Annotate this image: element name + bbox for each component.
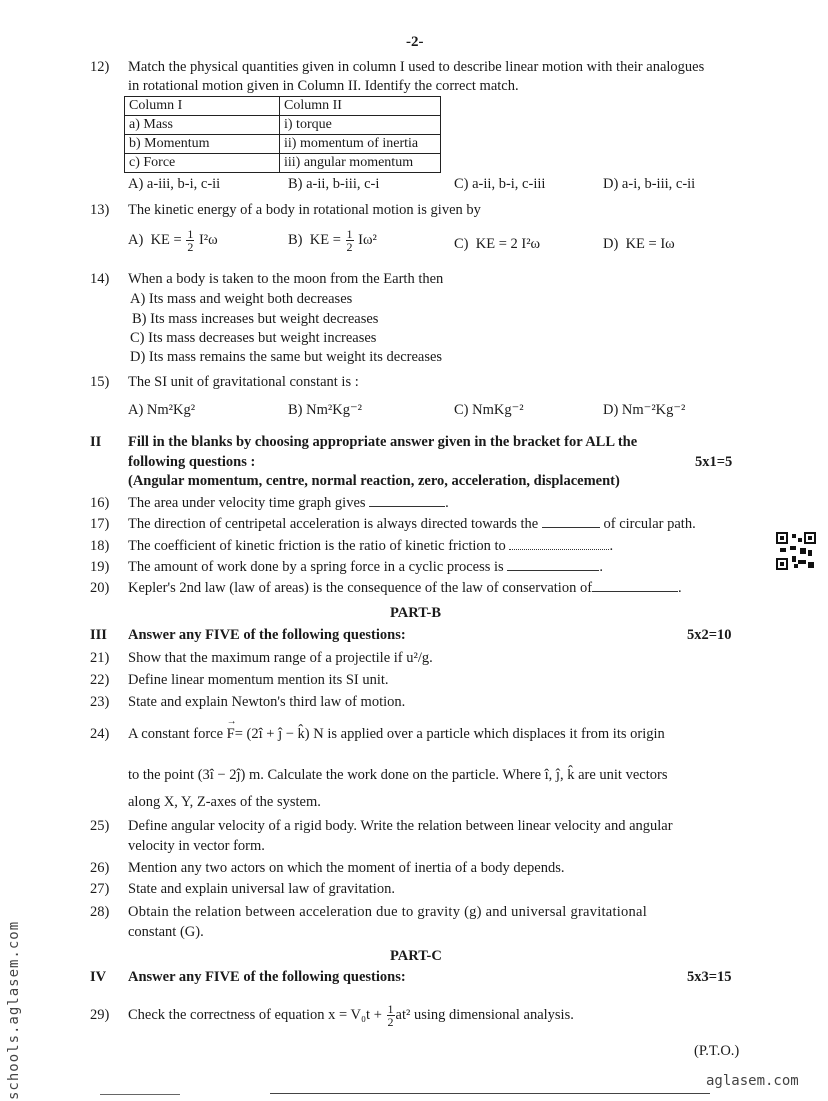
formula-tail: I²ω xyxy=(198,231,218,248)
bottom-rule-left xyxy=(100,1094,180,1095)
blank-line xyxy=(592,591,678,592)
numerator: 1 xyxy=(387,1002,394,1016)
option-d: D) Nm⁻²Kg⁻² xyxy=(603,402,686,418)
question-text xyxy=(128,1003,574,1028)
question-number: 19) xyxy=(90,559,110,575)
question-number: 23) xyxy=(90,694,110,710)
formula-tail: Iω² xyxy=(358,231,377,248)
equation-part: at² xyxy=(395,1006,411,1023)
question-body: Kepler's 2nd law (law of areas) is the consequence of the law of conservation of xyxy=(128,580,593,596)
option-a: A) a-iii, b-i, c-ii xyxy=(128,176,221,192)
ke-symbol: KE = xyxy=(150,231,182,248)
option-c xyxy=(454,236,540,253)
question-number: 26) xyxy=(90,860,110,876)
question-end: . xyxy=(609,538,614,554)
question-body: The coefficient of kinetic friction is the ratio of kinetic friction to xyxy=(128,538,506,554)
point-expression: (3î − 2ĵ) xyxy=(197,767,246,783)
table-cell: c) Force xyxy=(125,154,280,173)
section-marks: 5x1=5 xyxy=(695,454,733,470)
match-table xyxy=(124,96,441,173)
force-expression: = (2î + ĵ − k̂) xyxy=(234,726,310,742)
option-b: B) Nm²Kg⁻² xyxy=(288,402,362,418)
blank-line xyxy=(369,506,445,507)
option-c: C) Its mass decreases but weight increases xyxy=(130,330,377,346)
question-number: 20) xyxy=(90,580,110,596)
question-text: State and explain Newton's third law of motion. xyxy=(128,694,406,710)
question-number: 17) xyxy=(90,516,110,532)
question-number: 22) xyxy=(90,672,110,688)
option-b: B) a-ii, b-iii, c-i xyxy=(288,176,380,192)
question-text: Define angular velocity of a rigid body. Write the relation between linear velocity and angular xyxy=(128,818,673,834)
question-number: 12) xyxy=(90,59,110,75)
denominator: 2 xyxy=(387,1015,394,1029)
section-marks: 5x3=15 xyxy=(687,969,732,985)
question-number: 21) xyxy=(90,650,110,666)
ke-symbol: KE = xyxy=(309,231,341,248)
blank-line xyxy=(542,527,600,528)
question-number: 16) xyxy=(90,495,110,511)
denominator: 2 xyxy=(187,240,194,254)
blank-line xyxy=(507,570,599,571)
question-text: State and explain universal law of gravitation. xyxy=(128,881,395,897)
force-vector: → F xyxy=(227,726,235,743)
question-number: 15) xyxy=(90,374,110,390)
equation-part: x = V₀t + xyxy=(328,1006,382,1023)
question-12-line2: in rotational motion given in Column II. Identify the correct match. xyxy=(128,78,519,94)
formula: KE = Iω xyxy=(625,236,675,252)
page-number: -2- xyxy=(406,34,424,50)
section-number: II xyxy=(90,434,102,450)
table-header: Column I xyxy=(125,97,280,116)
table-cell: i) torque xyxy=(280,116,441,135)
option-label: C) xyxy=(454,236,469,252)
numerator: 1 xyxy=(187,227,194,241)
section-number: III xyxy=(90,627,107,643)
question-end: . xyxy=(678,580,682,596)
question-number: 28) xyxy=(90,904,110,920)
option-label: D) xyxy=(603,236,619,252)
section-number: IV xyxy=(90,969,107,985)
section-heading: Answer any FIVE of the following questions: xyxy=(128,969,406,985)
pto-note: (P.T.O.) xyxy=(694,1043,740,1059)
question-body: using dimensional analysis. xyxy=(413,1006,574,1023)
fraction xyxy=(186,228,194,253)
numerator: 1 xyxy=(346,227,353,241)
question-body: N is applied over a particle which displaces it from its origin xyxy=(313,726,665,742)
question-25-line2: velocity in vector form. xyxy=(128,838,265,854)
question-number: 27) xyxy=(90,881,110,897)
answer-bank: (Angular momentum, centre, normal reaction, zero, acceleration, displacement) xyxy=(128,473,620,489)
option-d: D) Its mass remains the same but weight its decreases xyxy=(130,349,443,365)
question-body: The area under velocity time graph gives xyxy=(128,495,366,511)
question-text: The SI unit of gravitational constant is : xyxy=(128,374,359,390)
question-text xyxy=(128,726,665,743)
option-d: D) a-i, b-iii, c-ii xyxy=(603,176,696,192)
option-c: C) NmKg⁻² xyxy=(454,402,524,418)
blank-line xyxy=(509,549,609,550)
question-number: 29) xyxy=(90,1007,110,1023)
question-text: The kinetic energy of a body in rotational motion is given by xyxy=(128,202,481,218)
question-text: Match the physical quantities given in column I used to describe linear motion with their analogues xyxy=(128,59,705,75)
question-24-line3: along X, Y, Z-axes of the system. xyxy=(128,794,321,810)
question-body: are unit vectors xyxy=(578,767,668,783)
question-text: Define linear momentum mention its SI unit. xyxy=(128,672,389,688)
question-number: 25) xyxy=(90,818,110,834)
option-a: A) Its mass and weight both decreases xyxy=(130,291,353,307)
question-number: 24) xyxy=(90,726,110,742)
option-d xyxy=(603,236,675,253)
option-b: B) Its mass increases but weight decreases xyxy=(132,311,379,327)
option-a xyxy=(128,228,218,253)
question-number: 14) xyxy=(90,271,110,287)
question-body: The amount of work done by a spring force in a cyclic process is xyxy=(128,559,504,575)
question-text xyxy=(128,559,603,576)
corner-watermark: aglasem.com xyxy=(706,1073,799,1089)
question-text: Show that the maximum range of a projectile if u²/g. xyxy=(128,650,433,666)
question-number: 18) xyxy=(90,538,110,554)
option-c: C) a-ii, b-i, c-iii xyxy=(454,176,546,192)
denominator: 2 xyxy=(346,240,353,254)
question-text: Mention any two actors on which the moment of inertia of a body depends. xyxy=(128,860,565,876)
question-end: of circular path. xyxy=(603,516,696,532)
option-label: B) xyxy=(288,231,303,248)
table-cell: a) Mass xyxy=(125,116,280,135)
table-cell: b) Momentum xyxy=(125,135,280,154)
question-text: When a body is taken to the moon from the Earth then xyxy=(128,271,444,287)
question-28-line2: constant (G). xyxy=(128,924,204,940)
option-b xyxy=(288,228,377,253)
side-watermark: schools.aglasem.com xyxy=(6,920,22,1100)
question-text xyxy=(128,538,613,555)
question-text xyxy=(128,495,449,512)
section-marks: 5x2=10 xyxy=(687,627,732,643)
question-body: to the point xyxy=(128,767,195,783)
formula: KE = 2 I²ω xyxy=(475,236,541,252)
question-end: . xyxy=(599,559,603,575)
qr-code-icon xyxy=(776,532,816,570)
question-text xyxy=(128,580,682,597)
table-cell: ii) momentum of inertia xyxy=(280,135,441,154)
section-heading: Fill in the blanks by choosing appropriate answer given in the bracket for ALL the xyxy=(128,434,638,450)
section-heading-line2: following questions : xyxy=(128,454,256,470)
table-cell: iii) angular momentum xyxy=(280,154,441,173)
question-body: m. Calculate the work done on the particle. Where xyxy=(248,767,542,783)
part-c-title: PART-C xyxy=(390,948,442,964)
question-body: A constant force xyxy=(128,726,224,742)
section-heading: Answer any FIVE of the following questions: xyxy=(128,627,406,643)
unit-vectors: î, ĵ, k̂ xyxy=(544,767,575,783)
fraction xyxy=(387,1003,395,1028)
question-body: The direction of centripetal acceleration is always directed towards the xyxy=(128,516,539,532)
question-text xyxy=(128,516,696,533)
option-a: A) Nm²Kg² xyxy=(128,402,196,418)
question-end: . xyxy=(445,495,449,511)
question-text: Obtain the relation between acceleration due to gravity (g) and universal gravitational xyxy=(128,904,647,920)
question-number: 13) xyxy=(90,202,110,218)
question-24-line2 xyxy=(128,767,667,784)
bottom-rule xyxy=(270,1093,710,1094)
part-b-title: PART-B xyxy=(390,605,442,621)
table-header: Column II xyxy=(280,97,441,116)
fraction xyxy=(346,228,354,253)
option-label: A) xyxy=(128,231,144,248)
question-body: Check the correctness of equation xyxy=(128,1006,325,1023)
